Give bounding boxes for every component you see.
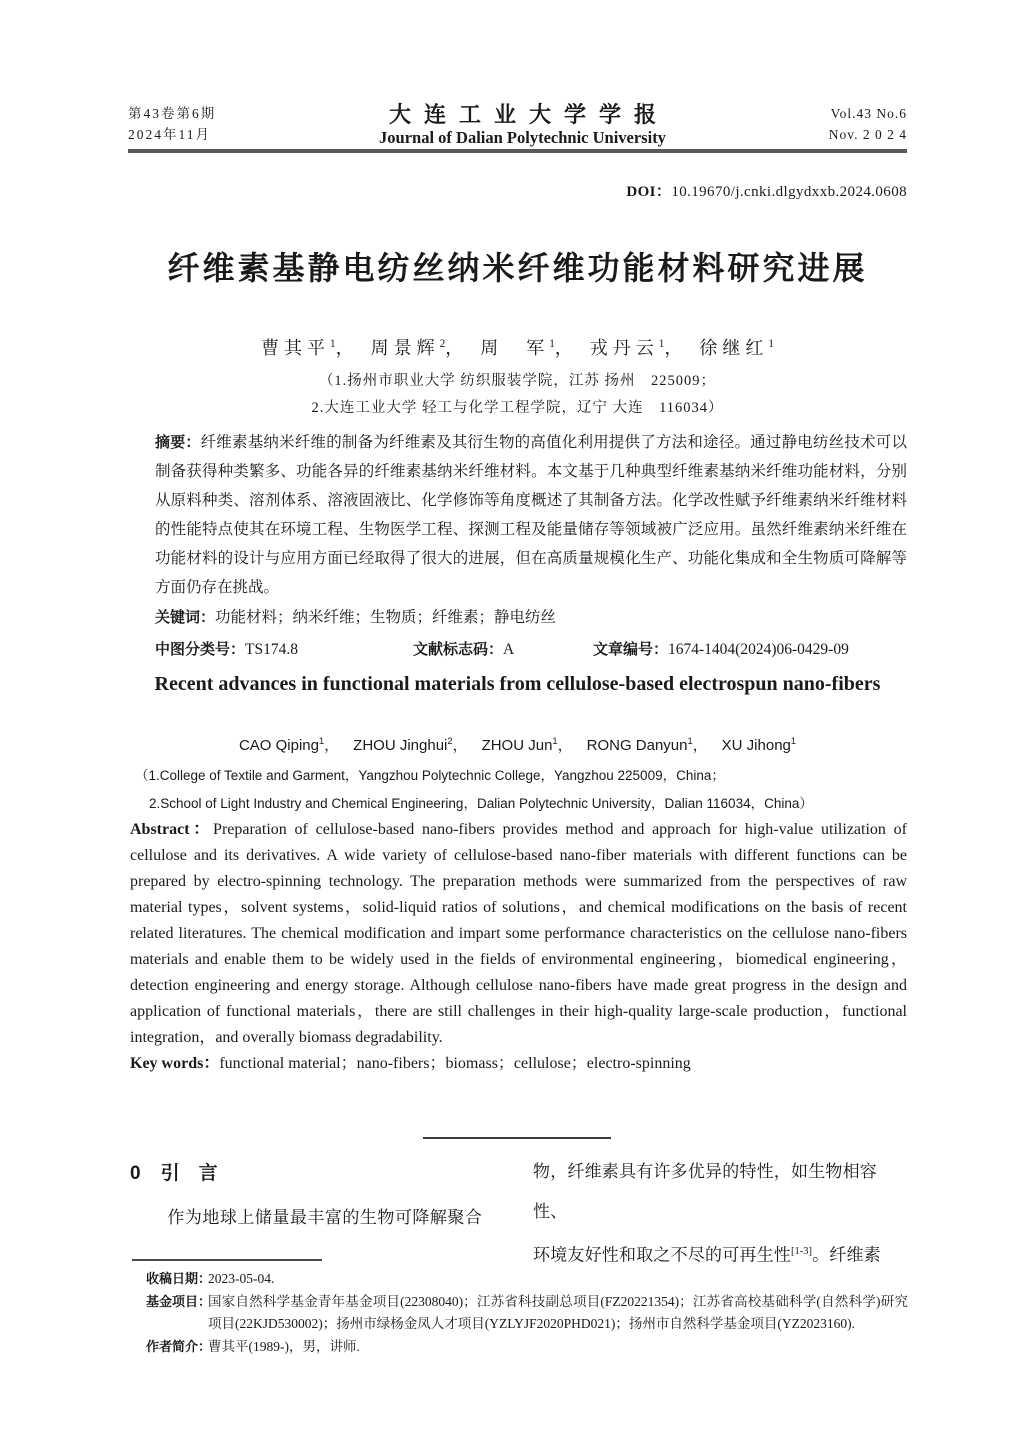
received-date-entry	[146, 1268, 908, 1291]
article-no-label: 文章编号：	[593, 641, 669, 658]
affiliation-zh-line2: 2.大连工业大学 轻工与化学工程学院，辽宁 大连 116034）	[311, 400, 724, 416]
author-en	[482, 737, 573, 754]
author-superscript: 1	[658, 338, 665, 350]
abstract-en-label: Abstract：	[130, 821, 214, 838]
author-zh	[480, 338, 578, 358]
author-superscript: 1	[687, 736, 693, 746]
abstract-en-text: Preparation of cellulose-based nano-fibers provides method and approach for high-value utilization of cellulose and its derivatives. A wide variety of cellulose-based nano-fiber materials with different functions can be prepared by electro-spinning technology. The preparation methods were summarized from the perspectives of raw material types，solvent systems，solid-liquid ratios of solutions，and chemical modifications on the basis of recent related literatures. The chemical modification and impart some performance characteristics on the cellulose nano-fibers materials and enable them to be widely used in the fields of environmental engineering，biomedical engineering，detection engineering and energy storage. Although cellulose nano-fibers have made great progress in the design and application of functional materials，there are still challenges in their high-quality large-scale production，functional integration，and overally biomass degradability.	[130, 821, 907, 1046]
author-name: 曹其平	[261, 338, 331, 358]
author-name: 周景辉	[370, 338, 440, 358]
author-en	[353, 737, 467, 754]
volume-block-en	[829, 103, 907, 148]
doc-code-segment	[413, 635, 514, 664]
keywords-zh-row	[155, 603, 907, 632]
keywords-en-text: functional material；nano-fibers；biomass；cellulose；electro-spinning	[219, 1055, 691, 1072]
author-separator: ，	[664, 338, 688, 358]
author-superscript: 1	[768, 338, 774, 350]
author-name: 徐继红	[699, 338, 769, 358]
author-separator: ，	[335, 338, 359, 358]
author-separator: ，	[445, 338, 469, 358]
author-separator: ，	[324, 737, 340, 754]
volume-issue-block	[128, 103, 216, 148]
author-name: XU Jihong	[721, 737, 791, 754]
intro-right-line2-tail: 。纤维素	[812, 1245, 881, 1265]
doi-line	[128, 180, 907, 201]
author-superscript: 2	[447, 736, 453, 746]
article-title-zh: 纤维素基静电纺丝纳米纤维功能材料研究进展	[167, 250, 868, 286]
doi-value: 10.19670/j.cnki.dlgydxxb.2024.0608	[671, 184, 907, 200]
classification-row	[155, 635, 907, 664]
received-date-value: 2023-05-04.	[208, 1271, 275, 1286]
author-superscript: 1	[790, 736, 797, 746]
article-title-en: Recent advances in functional materials from cellulose-based electrospun nano-fibers	[154, 673, 881, 695]
author-en	[587, 737, 708, 754]
author-bio-value: 曹其平(1989-)，男，讲师.	[208, 1338, 360, 1354]
clc-label: 中图分类号：	[155, 641, 246, 658]
header-rule	[128, 149, 907, 153]
fund-project-value: 国家自然科学基金青年基金项目(22308040)；江苏省科技副总项目(FZ20221354)；江苏省高校基础科学(自然科学)研究项目(22KJD530002)；扬州市绿杨金凤人才项目(YZLYJF2020PHD021)；扬州市自然科学基金项目(YZ2023160).	[208, 1293, 908, 1331]
keywords-zh-label: 关键词：	[155, 609, 216, 626]
volume-issue: 第43卷第6期	[128, 106, 217, 121]
author-name: RONG Danyun	[586, 737, 688, 754]
clc-value: TS174.8	[245, 641, 298, 658]
author-name: ZHOU Jinghui	[353, 737, 448, 754]
abstract-en-paragraph	[130, 817, 907, 1051]
affiliation-en-line1: （1.College of Textile and Garment，Yangzhou Polytechnic College，Yangzhou 225009，China；	[135, 768, 725, 783]
keywords-zh-text: 功能材料；纳米纤维；生物质；纤维素；静电纺丝	[215, 609, 557, 626]
abstract-zh-block	[155, 428, 907, 664]
author-zh	[371, 338, 469, 358]
issue-date-en: Nov. 2 0 2 4	[828, 127, 907, 142]
author-superscript: 1	[552, 736, 558, 746]
running-head	[128, 103, 907, 148]
author-superscript: 1	[549, 338, 555, 350]
abstract-zh-label: 摘要：	[155, 434, 201, 451]
author-name: 戎丹云	[589, 338, 659, 358]
author-bio-label: 作者简介：	[146, 1338, 212, 1354]
section-number: 0	[130, 1163, 141, 1184]
intro-left-column	[130, 1158, 508, 1228]
author-separator: ，	[452, 737, 468, 754]
volume-number-en: Vol.43 No.6	[830, 106, 907, 121]
abstract-en-block	[130, 817, 907, 1077]
keywords-en-row	[130, 1051, 907, 1077]
affiliation-en-line2: 2.School of Light Industry and Chemical Engineering，Dalian Polytechnic University，Dalian 116034，China）	[149, 796, 813, 811]
author-name: ZHOU Jun	[481, 737, 553, 754]
received-date-label: 收稿日期：	[146, 1271, 212, 1286]
issue-date-zh: 2024年11月	[128, 127, 211, 142]
abstract-zh-paragraph	[155, 428, 907, 602]
author-en	[239, 737, 339, 754]
author-zh	[261, 338, 359, 358]
author-separator: ，	[557, 737, 573, 754]
author-name: 周 军	[480, 338, 550, 358]
journal-title-block	[376, 103, 669, 148]
intro-paragraph-left: 作为地球上储量最丰富的生物可降解聚合	[167, 1208, 483, 1227]
author-bio-entry	[146, 1336, 908, 1359]
section-heading	[130, 1158, 508, 1185]
doi-label: DOI：	[626, 184, 672, 200]
author-separator: ，	[554, 338, 578, 358]
intro-right-column	[533, 1152, 909, 1276]
doc-code-label: 文献标志码：	[413, 641, 504, 658]
citation-superscript: [1-3]	[791, 1246, 813, 1257]
journal-title-zh: 大连工业大学学报	[388, 102, 669, 127]
fund-project-entry	[146, 1291, 908, 1336]
author-zh	[699, 338, 774, 358]
section-title: 引 言	[160, 1163, 218, 1184]
journal-title-en: Journal of Dalian Polytechnic University	[379, 128, 666, 147]
author-name: CAO Qiping	[238, 737, 319, 754]
author-separator: ，	[692, 737, 708, 754]
keywords-en-label: Key words：	[130, 1055, 220, 1072]
author-superscript: 1	[330, 338, 336, 350]
section-divider-rule	[423, 1137, 611, 1139]
authors-en	[0, 734, 1035, 755]
author-superscript: 2	[439, 338, 446, 350]
article-no-value: 1674-1404(2024)06-0429-09	[668, 641, 849, 658]
affiliations-zh	[0, 368, 1035, 422]
intro-right-line2-text: 环境友好性和取之不尽的可再生性	[533, 1245, 791, 1265]
affiliations-en	[135, 762, 907, 818]
doc-code-value: A	[503, 641, 515, 658]
footnote-rule	[132, 1259, 322, 1261]
clc-segment	[155, 635, 298, 664]
authors-zh	[0, 334, 1035, 360]
intro-right-line1: 物，纤维素具有许多优异的特性，如生物相容性、	[533, 1162, 877, 1221]
footnote-block	[146, 1268, 908, 1358]
article-no-segment	[593, 635, 849, 664]
author-superscript: 1	[318, 736, 325, 746]
author-en	[722, 737, 796, 754]
abstract-zh-text: 纤维素基纳米纤维的制备为纤维素及其衍生物的高值化利用提供了方法和途径。通过静电纺丝技术可以制备获得种类繁多、功能各异的纤维素基纳米纤维材料。本文基于几种典型纤维素基纳米纤维功能材料，分别从原料种类、溶剂体系、溶液固液比、化学修饰等角度概述了其制备方法。化学改性赋予纤维素纳米纤维材料的性能特点使其在环境工程、生物医学工程、探测工程及能量储存等领域被广泛应用。虽然纤维素纳米纤维在功能材料的设计与应用方面已经取得了很大的进展，但在高质量规模化生产、功能化集成和全生物质可降解等方面仍存在挑战。	[155, 434, 907, 596]
author-zh	[590, 338, 688, 358]
affiliation-zh-line1: （1.扬州市职业大学 纺织服装学院，江苏 扬州 225009；	[318, 373, 717, 389]
fund-project-label: 基金项目：	[146, 1293, 212, 1309]
